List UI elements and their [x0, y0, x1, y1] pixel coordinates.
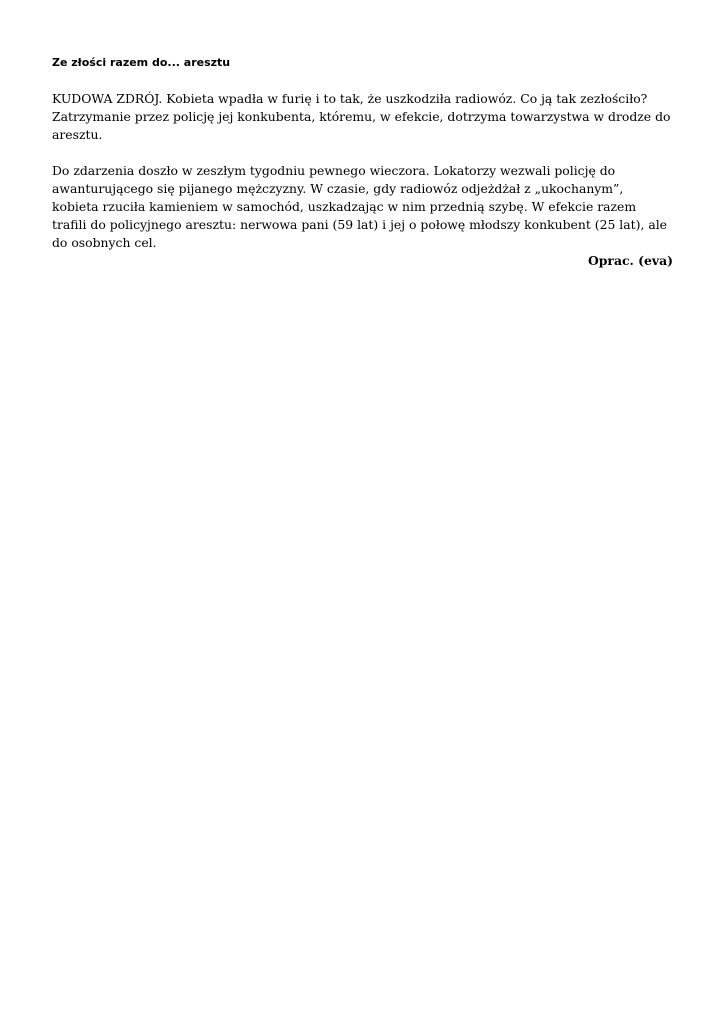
article-paragraph-body: Do zdarzenia doszło w zeszłym tygodniu pewnego wieczora. Lokatorzy wezwali policję do awanturującego się pijanego mężczyzny. W czasie, gdy radiowóz odjeżdżał z „ukochanym”, kobieta rzuciła kamieniem w samochód, uszkadzając w nim przednią szybę. W efekcie razem trafili do policyjnego aresztu: nerwowa pani (59 lat) i jej o połowę młodszy konkubent (25 lat), ale do osobnych cel.	[52, 163, 668, 250]
article-signature: Oprac. (eva)	[587, 253, 673, 268]
article-page	[52, 56, 673, 270]
article-title: Ze złości razem do... aresztu	[52, 56, 231, 69]
article-paragraph-lead: KUDOWA ZDRÓJ. Kobieta wpadła w furię i to tak, że uszkodziła radiowóz. Co ją tak zezłościło? Zatrzymanie przez policję jej konkubenta, któremu, w efekcie, dotrzyma towarzystwa w drodze do aresztu.	[52, 91, 671, 142]
